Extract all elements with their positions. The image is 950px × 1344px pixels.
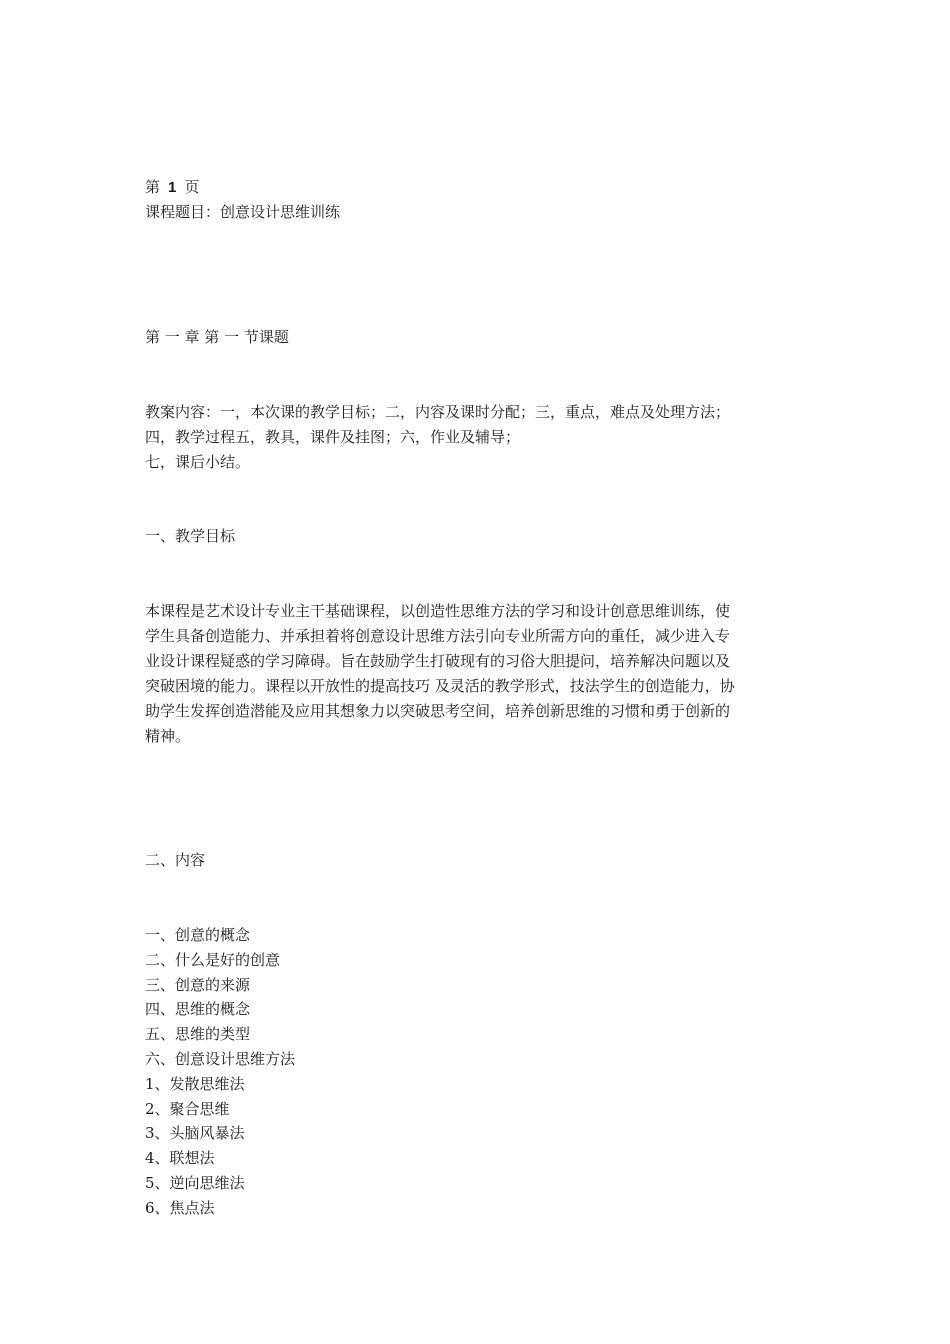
paragraph-line: 本课程是艺术设计专业主干基础课程，以创造性思维方法的学习和设计创意思维训练，使 [145, 602, 731, 620]
lesson-content [145, 400, 810, 475]
list-item: 三、创意的来源 [145, 975, 251, 994]
paragraph-line: 突破困境的能力。课程以开放性的提高技巧 及灵活的教学形式，技法学生的创造能力，协 [145, 677, 735, 695]
page-number-line [145, 175, 199, 200]
lesson-content-line: 七，课后小结。 [145, 453, 251, 471]
list-item: 一、创意的概念 [145, 926, 251, 944]
section-heading-objectives: 一、教学目标 [145, 527, 236, 545]
chapter-heading: 第 一 章 第 一 节课题 [145, 328, 289, 346]
paragraph-line: 学生具备创造能力、并承担着将创意设计思维方法引向专业所需方向的重任，减少进入专 [145, 627, 731, 645]
list-item: 3、头脑风暴法 [145, 1124, 245, 1143]
list-item: 1、发散思维法 [145, 1074, 245, 1093]
paragraph-line: 助学生发挥创造潜能及应用其想象力以突破思考空间，培养创新思维的习惯和勇于创新的 [145, 702, 731, 720]
list-item: 6、焦点法 [145, 1198, 215, 1217]
list-item: 2、聚合思维 [145, 1099, 230, 1118]
list-item: 五、思维的类型 [145, 1025, 251, 1044]
section-heading-content: 二、内容 [145, 851, 206, 869]
paragraph-line: 业设计课程疑惑的学习障碍。旨在鼓励学生打破现有的习俗大胆提问，培养解决问题以及 [145, 652, 731, 670]
list-item: 四、思维的概念 [145, 1000, 251, 1019]
list-item: 4、联想法 [145, 1149, 215, 1168]
page-number: 1 [168, 179, 177, 196]
paragraph-line: 精神。 [145, 727, 191, 745]
content-list [145, 923, 295, 1221]
list-item: 5、逆向思维法 [145, 1173, 245, 1192]
page-suffix: 页 [184, 178, 200, 196]
lesson-content-line: 四，教学过程五，教具，课件及挂图；六，作业及辅导； [145, 428, 521, 446]
course-title: 课程题目：创意设计思维训练 [145, 203, 341, 221]
list-item: 二、什么是好的创意 [145, 950, 281, 969]
objectives-paragraph [145, 599, 810, 749]
page-prefix: 第 [145, 178, 161, 196]
list-item: 六、创意设计思维方法 [145, 1049, 296, 1068]
lesson-content-line: 教案内容：一，本次课的教学目标；二，内容及课时分配；三，重点，难点及处理方法； [145, 403, 731, 421]
